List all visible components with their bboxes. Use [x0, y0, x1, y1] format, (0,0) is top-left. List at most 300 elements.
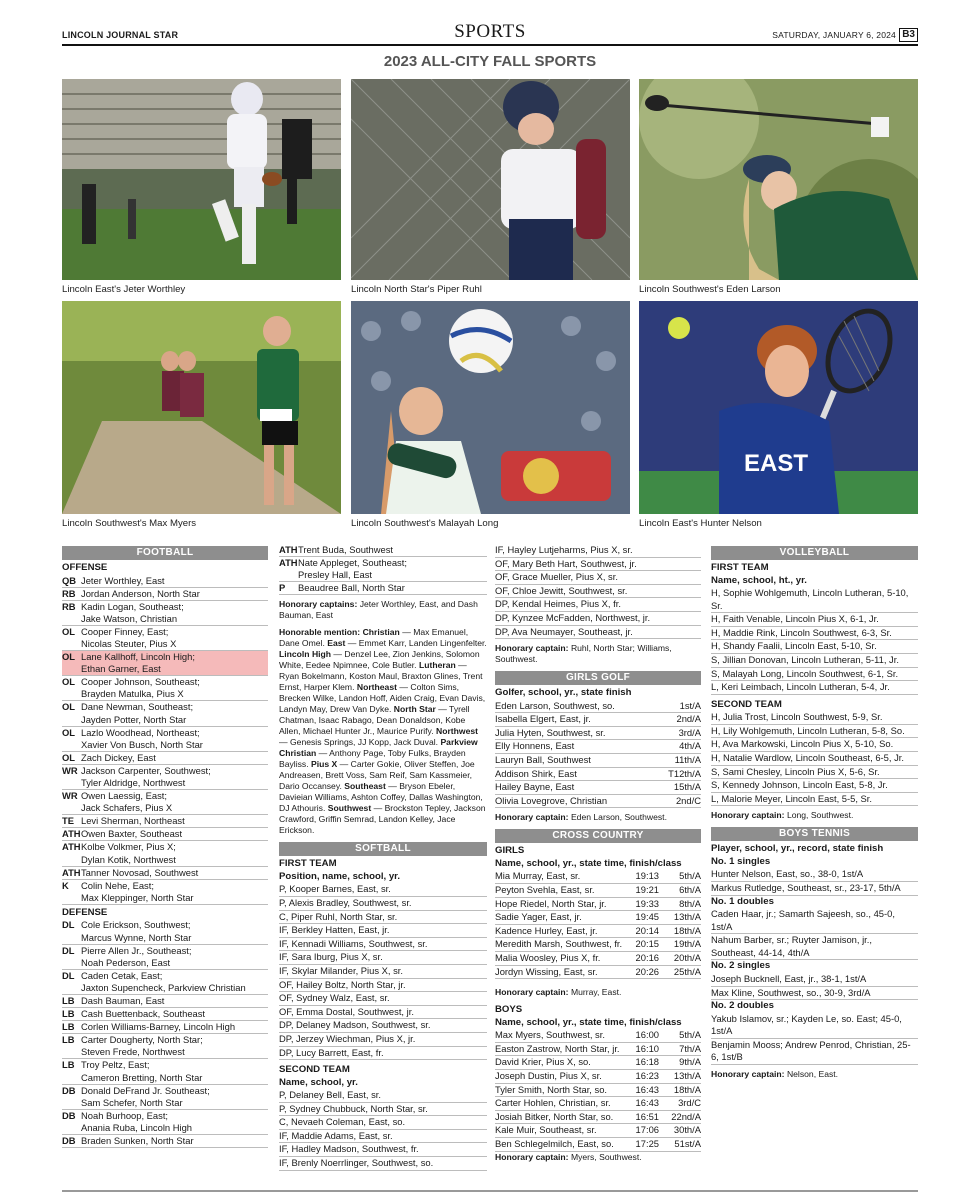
player-name: Cameron Bretting, North Star — [81, 1071, 203, 1083]
position-row — [62, 919, 268, 944]
player-name: Noah Burhoop, East; — [81, 1109, 169, 1121]
player-name: Lane Kallhoff, Lincoln High; — [81, 651, 195, 663]
mention-names: Colton Sims, Brecken Wilke, Landon Hoff, Aiden Craig, Evan Davis, Landyn May, Drew Van Dyke. — [279, 682, 486, 715]
tennis-entry: Benjamin Mooss; Andrew Penrod, Christian, 25-6, 1st/B — [711, 1039, 918, 1065]
runner-time: 20:16 — [635, 951, 659, 963]
girls-golf-heading: GIRLS GOLF — [495, 671, 701, 685]
position-row — [62, 841, 268, 866]
softball-player: IF, Kennadi Williams, Southwest, sr. — [279, 938, 487, 952]
tennis-group-label: No. 1 doubles — [711, 895, 774, 907]
mention-names: Carter Gokie, Oliver Steffen, Joe Andreasen, Brett Voss, Sam Reif, Sam Kassmeier, Dario Occansey. — [279, 759, 475, 792]
player-name: Cooper Finney, East; — [81, 625, 169, 637]
player-name: Levi Sherman, Northeast — [81, 815, 185, 827]
xc-row — [495, 1056, 701, 1070]
softball-second-format: Name, school, yr. — [279, 1076, 358, 1088]
position-label: DL — [62, 944, 75, 956]
runner-finish: 6th/A — [679, 884, 701, 895]
runner-time: 16:23 — [635, 1069, 659, 1081]
player-name: Jack Schafers, Pius X — [81, 802, 173, 814]
player-names — [81, 919, 268, 943]
runner-finish: 18th/A — [673, 924, 701, 936]
xc-girls-format: Name, school, yr., state time, finish/class — [495, 857, 682, 869]
xc-row — [495, 966, 701, 980]
runner-finish: 8th/A — [679, 897, 701, 909]
xc-girls-list — [495, 870, 701, 979]
issue-date: SATURDAY, JANUARY 6, 2024 — [772, 30, 896, 40]
player-name: Pierre Allen Jr., Southeast; — [81, 944, 192, 956]
runner-name: Malia Woosley, Pius X, fr. — [495, 951, 601, 963]
softball-player: OF, Hailey Boltz, North Star, jr. — [279, 979, 487, 993]
mention-names: Ryan Bokelmann, Koston Maul, Braxton Glines, Trent Ernst, Harper Klem. — [279, 671, 483, 693]
player-names — [81, 727, 268, 751]
captains-names: Jeter Worthley, East, and Dash Bauman, East — [279, 599, 478, 621]
runner-name: Kale Muir, Southeast, sr. — [495, 1124, 597, 1136]
player-name: Kadin Logan, Southeast; — [81, 600, 184, 612]
player-name: Dash Bauman, East — [81, 995, 165, 1006]
softball-heading: SOFTBALL — [279, 842, 487, 856]
xc-row — [495, 898, 701, 912]
vb-player: H, Ava Markowski, Lincoln Pius X, 5-10, So. — [711, 738, 918, 752]
player-name: Caden Cetak, East; — [81, 969, 163, 981]
softball-first-team-label: FIRST TEAM — [279, 858, 337, 870]
position-row — [279, 557, 487, 582]
vb-player: H, Shandy Faalii, Lincoln East, 5-10, Sr. — [711, 640, 918, 654]
runner-finish: 13th/A — [673, 1069, 701, 1081]
position-label: DB — [62, 1084, 76, 1096]
vb-captain — [711, 810, 918, 821]
runner-finish: 5th/A — [679, 870, 701, 882]
xc-row — [495, 1070, 701, 1084]
runner-finish: 30th/A — [673, 1124, 701, 1136]
runner-name: Mia Murray, East, sr. — [495, 870, 581, 882]
xc-girls-captain-name: Murray, East. — [570, 987, 622, 998]
player-names — [81, 676, 268, 700]
player-name: Jake Watson, Christian — [81, 612, 178, 624]
column-four — [711, 546, 918, 1086]
xc-row — [495, 911, 701, 925]
runner-finish: 25th/A — [673, 965, 701, 977]
golfer-name: Lauryn Ball, Southwest — [495, 754, 591, 766]
softball-first-team — [279, 883, 487, 1060]
captains-label: Honorary captains: — [279, 599, 358, 610]
vb-format: Name, school, ht., yr. — [711, 574, 807, 586]
softball-player: IF, Sara Iburg, Pius X, sr. — [279, 951, 487, 965]
runner-name: Jordyn Wissing, East, sr. — [495, 965, 598, 977]
xc-boys-captain — [495, 1152, 701, 1163]
runner-finish: 22nd/A — [671, 1110, 701, 1122]
vb-player: S, Kennedy Johnson, Lincoln East, 5-8, Jr. — [711, 779, 918, 793]
position-row — [62, 676, 268, 701]
player-names — [81, 867, 268, 879]
position-label: OL — [62, 751, 76, 763]
softball-second-team-continued — [495, 544, 701, 639]
vb-first-team — [711, 587, 918, 695]
position-row — [62, 995, 268, 1008]
position-label: LB — [62, 1021, 75, 1033]
mention-school: North Star — [393, 704, 436, 715]
tennis-format: Player, school, yr., record, state finish — [711, 843, 884, 855]
golfer-name: Olivia Lovegrove, Christian — [495, 794, 608, 806]
photo-softball — [351, 79, 630, 280]
softball-player: P, Delaney Bell, East, sr. — [279, 1089, 487, 1103]
player-names — [81, 575, 268, 587]
golf-row — [495, 781, 701, 795]
softball-player: IF, Brenly Noerrlinger, Southwest, so. — [279, 1157, 487, 1171]
girls-golf-format: Golfer, school, yr., state finish — [495, 687, 632, 699]
xc-boys-captain-label: Honorary captain: — [495, 1151, 569, 1162]
player-names — [81, 970, 268, 994]
runner-time: 16:10 — [635, 1042, 659, 1054]
runner-finish: 7th/A — [679, 1042, 701, 1054]
player-name: Trent Buda, Southwest — [298, 544, 394, 555]
runner-name: Josiah Bitker, North Star, so. — [495, 1110, 614, 1122]
player-name: Presley Hall, East — [298, 569, 372, 581]
position-label: K — [62, 879, 69, 891]
player-name: Beaudree Ball, North Star — [298, 582, 405, 594]
mention-school: Northwest — [435, 726, 479, 737]
player-names — [298, 582, 487, 594]
position-label: OL — [62, 701, 76, 713]
softball-second-team-label: SECOND TEAM — [279, 1064, 350, 1076]
mention-school: Parkview Christian — [279, 737, 478, 759]
player-names — [81, 828, 268, 840]
tennis-entry: Hunter Nelson, East, so., 38-0, 1st/A — [711, 868, 918, 882]
position-row — [62, 880, 268, 905]
tennis-captain — [711, 1069, 918, 1080]
runner-finish: 13th/A — [673, 911, 701, 923]
position-row — [62, 588, 268, 601]
xc-row — [495, 1029, 701, 1043]
photo-caption: Lincoln East's Jeter Worthley — [62, 284, 186, 295]
xc-row — [495, 1097, 701, 1111]
player-name: Braden Sunken, North Star — [81, 1135, 194, 1147]
runner-time: 19:45 — [635, 911, 659, 923]
mention-names: Emmet Karr, Landen Lingenfelter. — [358, 638, 487, 649]
runner-name: Max Myers, Southwest, sr. — [495, 1029, 605, 1041]
xc-row — [495, 1043, 701, 1057]
tennis-list — [711, 856, 918, 1065]
player-name: Lazlo Woodhead, Northeast; — [81, 726, 200, 738]
player-name: Carter Dougherty, North Star; — [81, 1034, 203, 1046]
xc-row — [495, 1124, 701, 1138]
mention-names: Denzel Lee, Zion Jenkins, Solomon White, Eedee Npimnee, Cole Butler. — [279, 649, 480, 671]
softball-player: C, Nevaeh Coleman, East, so. — [279, 1116, 487, 1130]
tennis-entry: Max Kline, Southwest, so., 30-9, 3rd/A — [711, 987, 918, 1001]
golfer-name: Hailey Bayne, East — [495, 781, 575, 793]
position-label: WR — [62, 790, 78, 802]
vb-player: L, Malorie Meyer, Lincoln East, 5-5, Sr. — [711, 793, 918, 807]
runner-time: 17:25 — [635, 1137, 659, 1149]
position-row — [62, 601, 268, 626]
photo-caption: Lincoln Southwest's Malayah Long — [351, 518, 499, 529]
player-names — [81, 790, 268, 814]
offense-label: OFFENSE — [62, 562, 108, 573]
player-names — [81, 815, 268, 827]
runner-name: Kadence Hurley, East, jr. — [495, 924, 598, 936]
runner-time: 16:43 — [635, 1097, 659, 1109]
golf-row — [495, 727, 701, 741]
defense-list — [62, 919, 268, 1148]
position-row — [62, 752, 268, 765]
tennis-entry: Markus Rutledge, Southeast, sr., 23-17, 5th/A — [711, 882, 918, 896]
runner-name: Joseph Dustin, Pius X, sr. — [495, 1069, 602, 1081]
golfer-name: Addison Shirk, East — [495, 767, 577, 779]
mention-school: Lincoln High — [279, 649, 332, 660]
vb-player: H, Maddie Rink, Lincoln Southwest, 6-3, Sr. — [711, 627, 918, 641]
softball-player: OF, Chloe Jewitt, Southwest, sr. — [495, 585, 701, 599]
runner-time: 19:21 — [635, 884, 659, 895]
position-label: ATH — [62, 828, 81, 840]
tennis-captain-label: Honorary captain: — [711, 1069, 785, 1080]
photo-golf — [639, 79, 918, 280]
player-name: Max Kleppinger, North Star — [81, 891, 194, 903]
position-label: ATH — [279, 557, 298, 569]
golf-captain-name: Eden Larson, Southwest. — [570, 812, 667, 823]
softball-player: IF, Maddie Adams, East, sr. — [279, 1130, 487, 1144]
golf-row — [495, 713, 701, 727]
softball-player: DP, Kynzee McFadden, Northwest, jr. — [495, 612, 701, 626]
mention-names: Bryson Ebeler, Davieian Williams, Ashton Coffey, Dallas Washington, DJ Athouris. — [279, 781, 483, 814]
xc-row — [495, 938, 701, 952]
player-name: Tanner Novosad, Southwest — [81, 866, 199, 878]
tennis-entry: Yakub Islamov, sr.; Kayden Le, so. East; 45-0, 1st/A — [711, 1013, 918, 1039]
player-name: Jeter Worthley, East — [81, 574, 165, 586]
runner-name: Sadie Yager, East, jr. — [495, 911, 582, 923]
player-names — [81, 995, 268, 1007]
xc-boys-label: BOYS — [495, 1004, 523, 1016]
position-row — [62, 701, 268, 726]
photo-caption: Lincoln East's Hunter Nelson — [639, 518, 762, 529]
player-name: Nicolas Steuter, Pius X — [81, 637, 177, 649]
softball-player: DP, Lucy Barrett, East, fr. — [279, 1047, 487, 1061]
golfer-name: Elly Honnens, East — [495, 740, 575, 752]
photo-caption: Lincoln North Star's Piper Ruhl — [351, 284, 482, 295]
runner-time: 16:43 — [635, 1083, 659, 1095]
golf-finish: T12th/A — [668, 767, 701, 779]
player-names — [298, 557, 487, 581]
golf-row — [495, 740, 701, 754]
runner-finish: 5th/A — [679, 1029, 701, 1041]
softball-player: IF, Hayley Lutjeharms, Pius X, sr. — [495, 544, 701, 558]
position-row — [62, 867, 268, 880]
position-label: WR — [62, 764, 78, 776]
runner-finish: 51st/A — [674, 1137, 701, 1149]
position-label: RB — [62, 600, 76, 612]
position-row — [62, 765, 268, 790]
tennis-group-label: No. 1 singles — [711, 855, 771, 867]
vb-captain-label: Honorary captain: — [711, 810, 785, 821]
position-label: TE — [62, 815, 74, 827]
softball-player: DP, Kendal Heimes, Pius X, fr. — [495, 598, 701, 612]
cross-country-heading: CROSS COUNTRY — [495, 829, 701, 843]
football-heading: FOOTBALL — [62, 546, 268, 560]
vb-player: H, Natalie Wardlow, Lincoln Southeast, 6-5, Jr. — [711, 752, 918, 766]
runner-name: Hope Riedel, North Star, jr. — [495, 897, 607, 909]
player-name: Jaxton Supencheck, Parkview Christian — [81, 981, 246, 993]
softball-player: IF, Berkley Hatten, East, jr. — [279, 924, 487, 938]
position-row — [62, 828, 268, 841]
runner-time: 20:15 — [635, 938, 659, 950]
player-name: Corlen Williams-Barney, Lincoln High — [81, 1021, 236, 1033]
player-name: Cash Buettenback, Southeast — [81, 1008, 206, 1020]
position-row — [62, 1021, 268, 1034]
position-label: DL — [62, 919, 75, 931]
player-name: Dylan Kotik, Northwest — [81, 853, 176, 865]
player-name: Colin Nehe, East; — [81, 879, 154, 891]
position-row — [62, 626, 268, 651]
mention-names: Genesis Springs, JJ Kopp, Jack Duval. — [289, 737, 439, 748]
tennis-group-label: No. 2 doubles — [711, 1000, 774, 1012]
vb-player: H, Lily Wohlgemuth, Lincoln Lutheran, 5-8, So. — [711, 725, 918, 739]
player-name: Dane Newman, Southeast; — [81, 701, 194, 713]
position-row — [62, 1008, 268, 1021]
position-label: LB — [62, 995, 75, 1006]
girls-golf-list — [495, 700, 701, 809]
position-label: LB — [62, 1034, 75, 1046]
softball-captain-names: Ruhl, North Star; Williams, Southwest. — [495, 643, 672, 665]
golf-finish: 3rd/A — [678, 726, 701, 738]
runner-name: Carter Hohlen, Christian, sr. — [495, 1097, 611, 1109]
position-label: DL — [62, 969, 75, 981]
softball-player: OF, Mary Beth Hart, Southwest, jr. — [495, 558, 701, 572]
xc-girls-label: GIRLS — [495, 845, 525, 857]
player-names — [81, 626, 268, 650]
position-row — [62, 1135, 268, 1148]
softball-player: DP, Jerzey Wiechman, Pius X, jr. — [279, 1033, 487, 1047]
position-row — [279, 544, 487, 557]
page-title: 2023 ALL-CITY FALL SPORTS — [383, 53, 597, 70]
runner-time: 16:51 — [635, 1110, 659, 1122]
position-label: DB — [62, 1135, 76, 1147]
position-row — [62, 1085, 268, 1110]
specialists-list — [279, 544, 487, 595]
golf-row — [495, 754, 701, 768]
photo-cross-country — [62, 301, 341, 514]
player-names — [81, 701, 268, 725]
golfer-name: Isabella Elgert, East, jr. — [495, 713, 591, 725]
runner-time: 16:00 — [635, 1029, 659, 1041]
xc-row — [495, 870, 701, 884]
football-column — [62, 546, 268, 1148]
xc-row — [495, 884, 701, 898]
tennis-entry: Caden Haar, jr.; Samarth Sajeesh, so., 45-0, 1st/A — [711, 908, 918, 934]
position-row — [62, 575, 268, 588]
vb-second-team — [711, 711, 918, 806]
position-row — [62, 970, 268, 995]
runner-time: 20:26 — [635, 965, 659, 977]
runner-finish: 3rd/C — [678, 1097, 701, 1109]
position-row — [279, 582, 487, 595]
section-name: SPORTS — [454, 21, 526, 42]
player-name: Noah Pederson, East — [81, 956, 171, 968]
position-row — [62, 1110, 268, 1135]
mention-school: Pius X — [311, 759, 338, 770]
softball-second-team — [279, 1089, 487, 1171]
mention-school: Lutheran — [418, 660, 456, 671]
softball-player: IF, Hadley Madson, Southwest, fr. — [279, 1143, 487, 1157]
player-names — [81, 1110, 268, 1134]
boys-tennis-heading: BOYS TENNIS — [711, 827, 918, 841]
page-number: B3 — [899, 28, 918, 42]
position-label: LB — [62, 1059, 75, 1071]
player-names — [81, 841, 268, 865]
player-names — [81, 765, 268, 789]
position-row — [62, 1034, 268, 1059]
mention-names: Brockston Tepley, Jackson Crawford, Griffin Semrad, Landon Kelley, Jace Erickson. — [279, 803, 486, 836]
vb-player: H, Julia Trost, Lincoln Southwest, 5-9, Sr. — [711, 711, 918, 725]
mention-names: Max Emanuel, Dane Omel. — [279, 627, 469, 649]
player-name: Jordan Anderson, North Star — [81, 587, 200, 599]
player-names — [81, 1059, 268, 1083]
player-name: Nate Appleget, Southeast; — [298, 557, 407, 569]
mention-school: East — [327, 638, 346, 649]
photo-football — [62, 79, 341, 280]
position-row — [62, 1059, 268, 1084]
position-row — [62, 790, 268, 815]
runner-finish: 9th/A — [679, 1056, 701, 1068]
position-label: OL — [62, 676, 76, 688]
vb-player: S, Jillian Donovan, Lincoln Lutheran, 5-11, Jr. — [711, 654, 918, 668]
runner-time: 19:33 — [635, 897, 659, 909]
runner-finish: 19th/A — [673, 938, 701, 950]
vb-player: L, Keri Leimbach, Lincoln Lutheran, 5-4, Jr. — [711, 681, 918, 695]
player-names — [81, 880, 268, 904]
runner-time: 16:18 — [635, 1056, 659, 1068]
player-name: Sam Schefer, North Star — [81, 1096, 183, 1108]
runner-name: Tyler Smith, North Star, so. — [495, 1083, 608, 1095]
runner-name: David Krier, Pius X, so. — [495, 1056, 591, 1068]
golf-row — [495, 768, 701, 782]
vb-player: S, Sami Chesley, Lincoln Pius X, 5-6, Sr. — [711, 766, 918, 780]
vb-first-team-label: FIRST TEAM — [711, 562, 769, 573]
player-name: Cole Erickson, Southwest; — [81, 919, 191, 931]
photo-tennis — [639, 301, 918, 514]
position-label: ATH — [279, 544, 298, 555]
tennis-group-label: No. 2 singles — [711, 960, 771, 972]
player-names — [81, 1034, 268, 1058]
player-names — [81, 601, 268, 625]
softball-player: C, Piper Ruhl, North Star, sr. — [279, 911, 487, 925]
vb-player: S, Malayah Long, Lincoln Southwest, 6-1, Sr. — [711, 668, 918, 682]
position-row — [62, 815, 268, 828]
player-names — [81, 752, 268, 764]
tennis-entry: Joseph Bucknell, East, jr., 38-1, 1st/A — [711, 973, 918, 987]
position-label: OL — [62, 726, 76, 738]
runner-name: Peyton Svehla, East, sr. — [495, 884, 595, 895]
softball-first-format: Position, name, school, yr. — [279, 870, 401, 882]
player-name: Jackson Carpenter, Southwest; — [81, 764, 211, 776]
golf-finish: 4th/A — [679, 740, 701, 752]
softball-player: DP, Ava Neumayer, Southeast, jr. — [495, 626, 701, 640]
xc-row — [495, 925, 701, 939]
golf-finish: 15th/A — [673, 781, 701, 793]
player-name: Troy Peltz, East; — [81, 1059, 150, 1071]
position-label: OL — [62, 625, 76, 637]
player-name: Zach Dickey, East — [81, 751, 156, 763]
player-name: Owen Laessig, East; — [81, 790, 167, 802]
runner-finish: 20th/A — [673, 951, 701, 963]
mention-school: Southwest — [327, 803, 372, 814]
photo-caption: Lincoln Southwest's Eden Larson — [639, 284, 781, 295]
player-names — [81, 1008, 268, 1020]
softball-player: P, Kooper Barnes, East, sr. — [279, 883, 487, 897]
offense-list — [62, 575, 268, 905]
player-names — [81, 588, 268, 600]
player-name: Marcus Wynne, North Star — [81, 931, 192, 943]
mention-names: Anthony Page, Toby Fulks, Brayden Bayliss. — [279, 748, 466, 770]
player-names — [81, 1021, 268, 1033]
player-names — [81, 1135, 268, 1147]
